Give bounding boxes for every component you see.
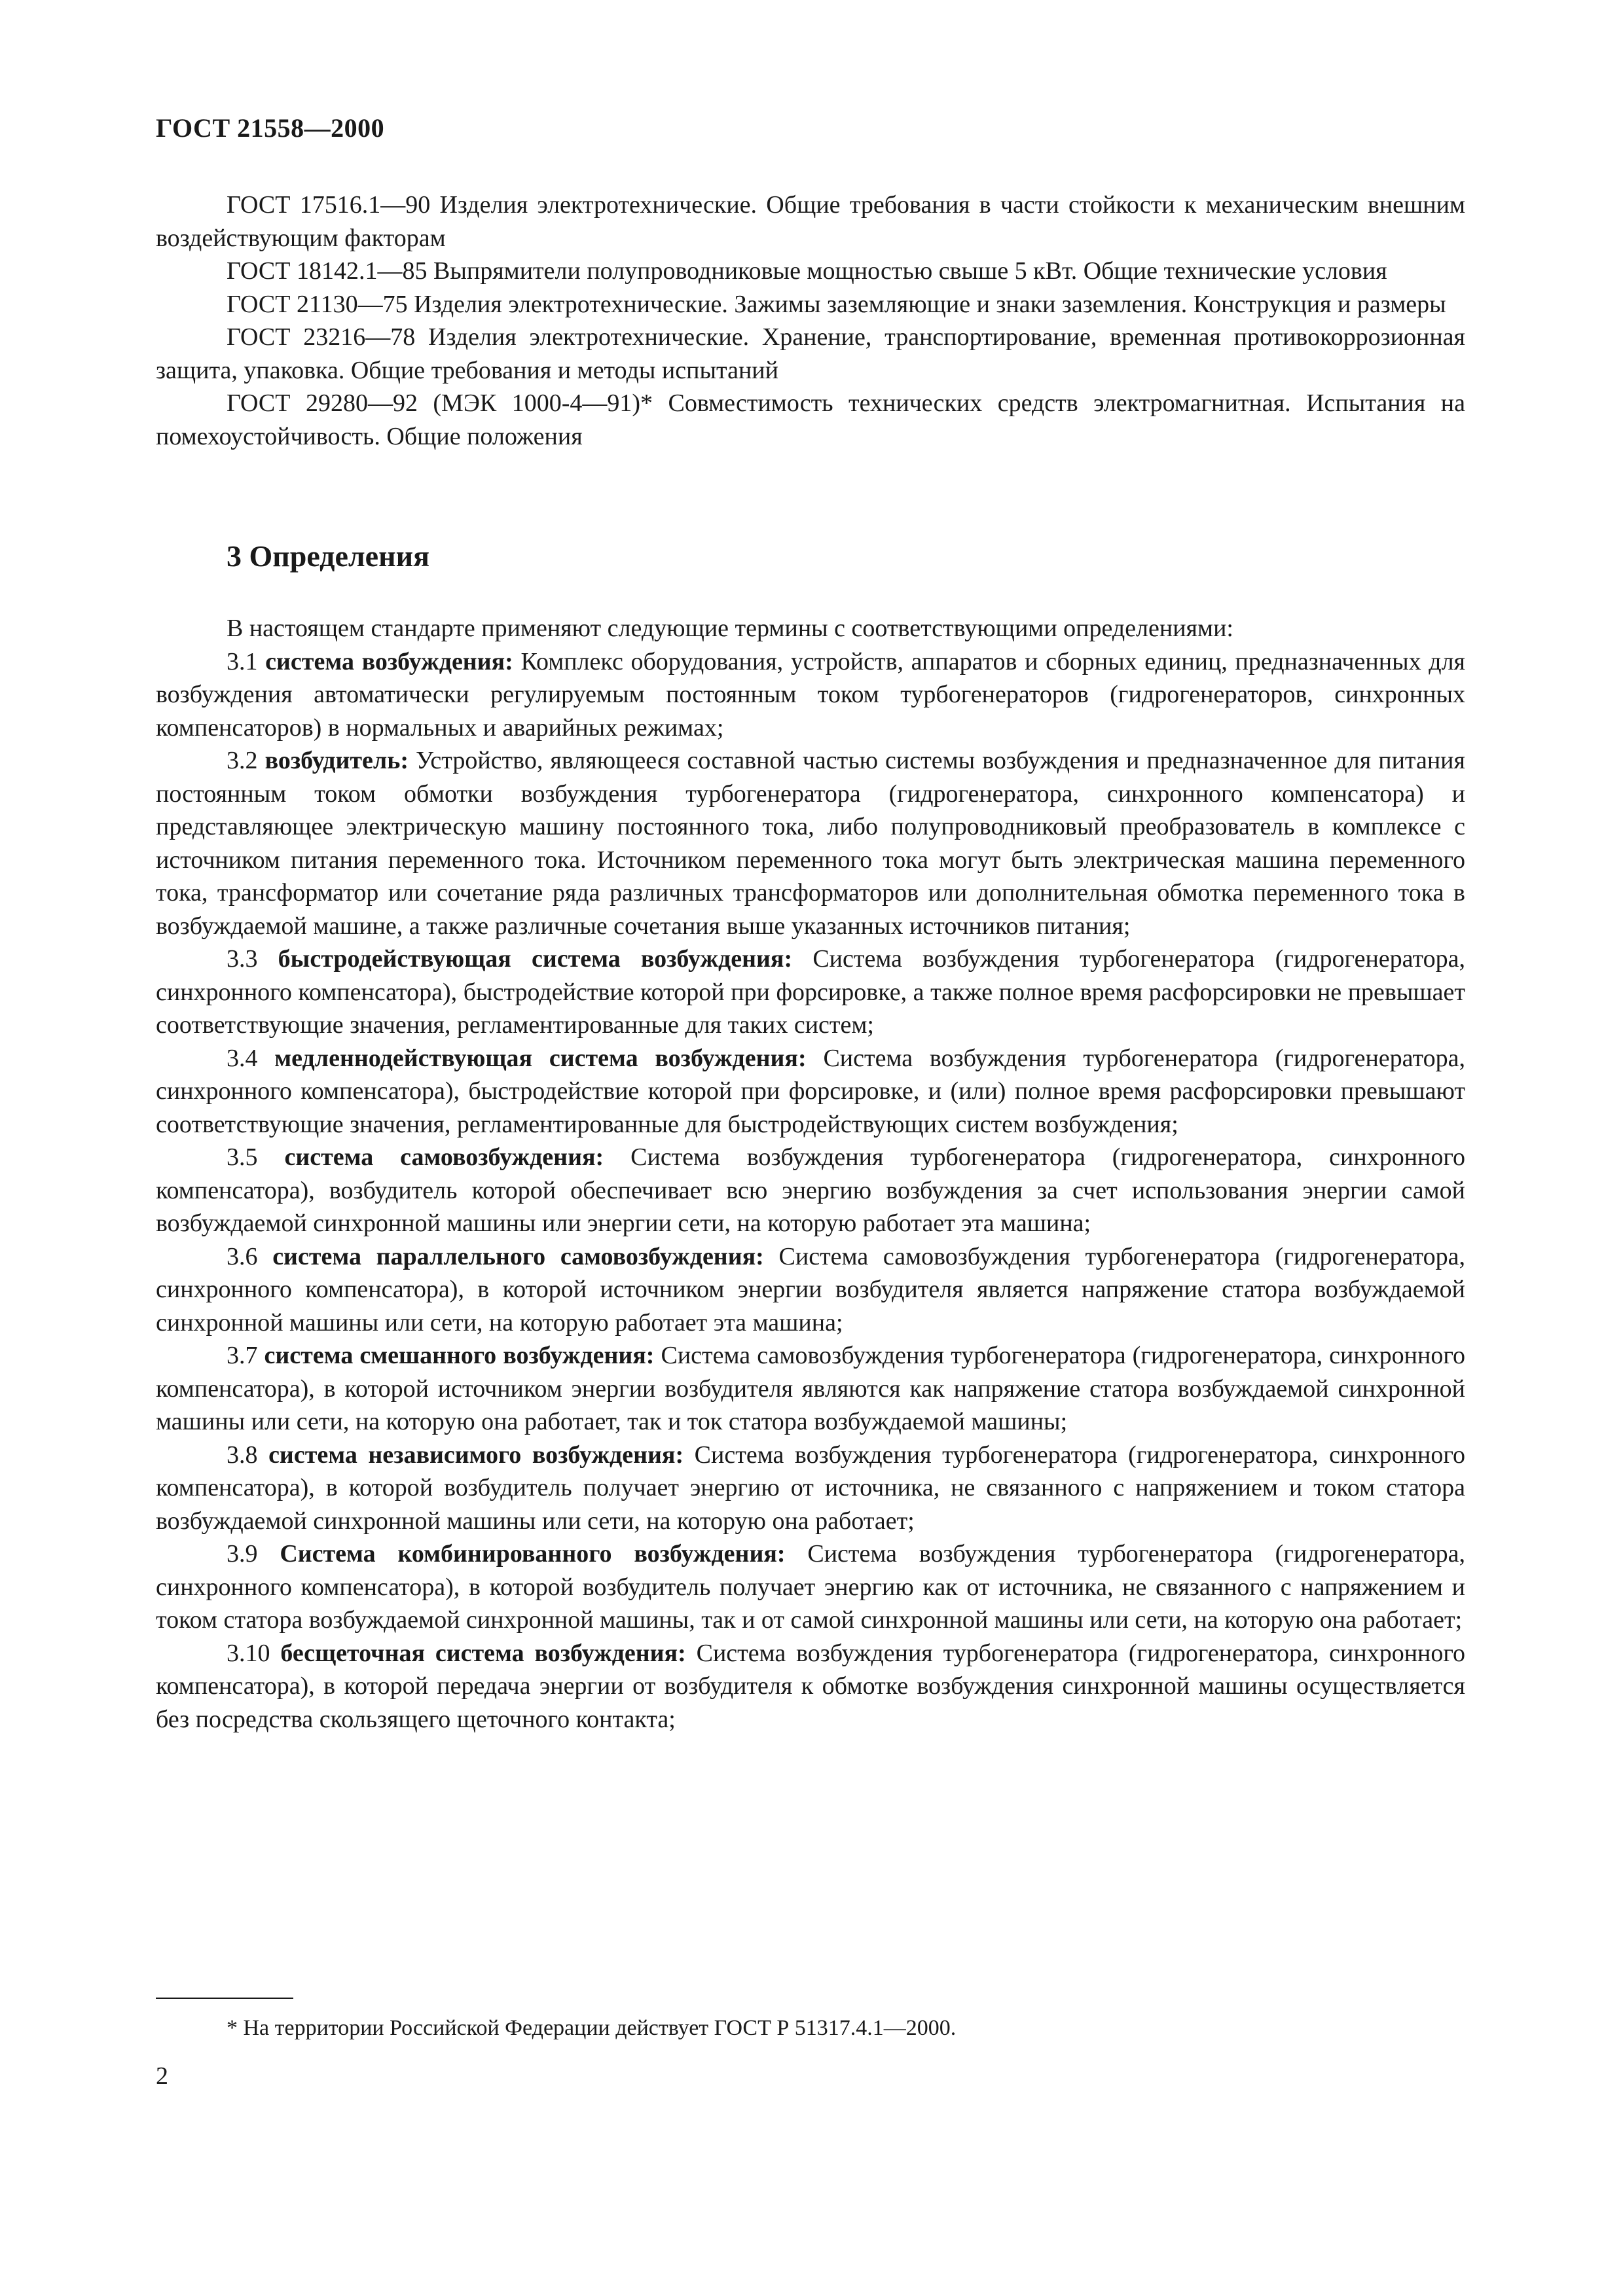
definition-item [156, 1637, 1465, 1736]
definition-text: Система возбуждения турбогенератора (гидрогенератора, синхронного компенсатора), быстродействие которой при форсировке, и (или) полное время расфорсировки превышают соответствующие значения, регламентированные для быстродействующих систем возбуждения; [156, 1044, 1466, 1138]
definition-item [156, 942, 1465, 1042]
definition-text: Система возбуждения турбогенератора (гидрогенератора, синхронного компенсатора), в которой возбудитель получает энергию от источника, не связанного с напряжением и током статора возбуждаемой синхронной машины или сети, на которую она работает; [156, 1441, 1465, 1535]
definition-text: Система возбуждения турбогенератора (гидрогенератора, синхронного компенсатора), в которой передача энергии от возбудителя к обмотке возбуждения синхронной машины осуществляется без посредства скользящего щеточного контакта; [156, 1639, 1466, 1733]
definition-item [156, 1339, 1465, 1439]
definition-text: Система самовозбуждения турбогенератора (гидрогенератора, синхронного компенсатора), в которой источником энергии возбудителя является напряжение статора возбуждаемой синхронной машины или сети, на которую работает эта машина; [156, 1242, 1466, 1336]
definition-number: 3.5 [227, 1143, 258, 1171]
definition-number: 3.4 [227, 1044, 258, 1072]
definition-number: 3.8 [227, 1441, 258, 1469]
normative-references [156, 188, 1465, 453]
definition-term: система независимого возбуждения: [268, 1441, 684, 1469]
page-number: 2 [156, 2062, 168, 2090]
reference-item: ГОСТ 17516.1—90 Изделия электротехнические. Общие требования в части стойкости к механическим внешним воздействующим факторам [156, 191, 1465, 252]
definition-term: система смешанного возбуждения: [264, 1342, 655, 1369]
definition-number: 3.1 [227, 647, 258, 675]
definition-term: бесщеточная система возбуждения: [280, 1639, 686, 1667]
definition-text: Система возбуждения турбогенератора (гидрогенератора, синхронного компенсатора), в которой возбудитель получает энергию как от источника, не связанного с напряжением и током статора возбуждаемой синхронной машины, так и от самой синхронной машины или сети, на которую она работает; [156, 1540, 1466, 1634]
definition-number: 3.7 [227, 1342, 258, 1369]
definition-item [156, 1439, 1465, 1538]
definition-text: Комплекс оборудования, устройств, аппаратов и сборных единиц, предназначенных для возбуждения автоматически регулируемым постоянным током турбогенераторов (гидрогенераторов, синхронных компенсаторов) в нормальных и аварийных режимах; [156, 647, 1466, 742]
definition-term: система параллельного самовозбуждения: [272, 1242, 764, 1270]
footnote-separator [156, 1998, 293, 1999]
definition-number: 3.3 [227, 945, 258, 973]
definition-term: возбудитель: [264, 747, 409, 774]
definition-term: медленнодействующая система возбуждения: [274, 1044, 807, 1072]
reference-item: ГОСТ 23216—78 Изделия электротехнические. Хранение, транспортирование, временная противокоррозионная защита, упаковка. Общие требования и методы испытаний [156, 323, 1465, 384]
definition-number: 3.6 [227, 1242, 258, 1270]
reference-item: ГОСТ 18142.1—85 Выпрямители полупроводниковые мощностью свыше 5 кВт. Общие технические условия [227, 257, 1387, 285]
definition-text: Устройство, являющееся составной частью системы возбуждения и предназначенное для питания постоянным током обмотки возбуждения турбогенератора (гидрогенератора, синхронного компенсатора) и представляющее электрическую машину постоянного тока, либо полупроводниковый преобразователь в комплексе с источником питания переменного тока. Источником переменного тока могут быть электрическая машина переменного тока, трансформатор или сочетание ряда различных трансформаторов или дополнительная обмотка переменного тока в возбуждаемой машине, а также различные сочетания выше указанных источников питания; [156, 747, 1465, 940]
section-title: 3 Определения [227, 539, 429, 573]
definition-number: 3.9 [227, 1540, 258, 1568]
definition-term: быстродействующая система возбуждения: [278, 945, 793, 973]
definition-text: Система возбуждения турбогенератора (гидрогенератора, синхронного компенсатора), возбудитель которой обеспечивает всю энергию возбуждения за счет использования энергии самой возбуждаемой синхронной машины или энергии сети, на которую работает эта машина; [156, 1143, 1466, 1237]
definition-item [156, 1240, 1465, 1340]
footnote: * На территории Российской Федерации действует ГОСТ Р 51317.4.1—2000. [227, 2016, 957, 2040]
definition-number: 3.2 [227, 747, 258, 774]
definition-text: Система возбуждения турбогенератора (гидрогенератора, синхронного компенсатора), быстродействие которой при форсировке, а также полное время расфорсировки не превышает соответствующие значения, регламентированные для таких систем; [156, 945, 1466, 1039]
reference-item: ГОСТ 21130—75 Изделия электротехнические. Зажимы заземляющие и знаки заземления. Конструкция и размеры [227, 290, 1446, 318]
definition-item [156, 1537, 1465, 1637]
definition-item [156, 645, 1465, 745]
definition-term: Система комбинированного возбуждения: [280, 1540, 786, 1568]
definition-item [156, 744, 1465, 942]
definition-number: 3.10 [227, 1639, 270, 1667]
definition-text: Система самовозбуждения турбогенератора (гидрогенератора, синхронного компенсатора), в которой источником энергии возбудителя являются как напряжение статора возбуждаемой синхронной машины или сети, на которую она работает, так и ток статора возбуждаемой машины; [156, 1342, 1465, 1435]
page-header-doc-id: ГОСТ 21558—2000 [156, 113, 385, 143]
definition-term: система возбуждения: [265, 647, 513, 675]
definitions-list [156, 612, 1465, 1736]
definition-item [156, 1141, 1465, 1240]
definitions-intro: В настоящем стандарте применяют следующие термины с соответствующими определениями: [227, 615, 1233, 642]
reference-item: ГОСТ 29280—92 (МЭК 1000-4—91)* Совместимость технических средств электромагнитная. Испытания на помехоустойчивость. Общие положения [156, 389, 1465, 450]
definition-item [156, 1042, 1465, 1141]
definition-term: система самовозбуждения: [284, 1143, 604, 1171]
